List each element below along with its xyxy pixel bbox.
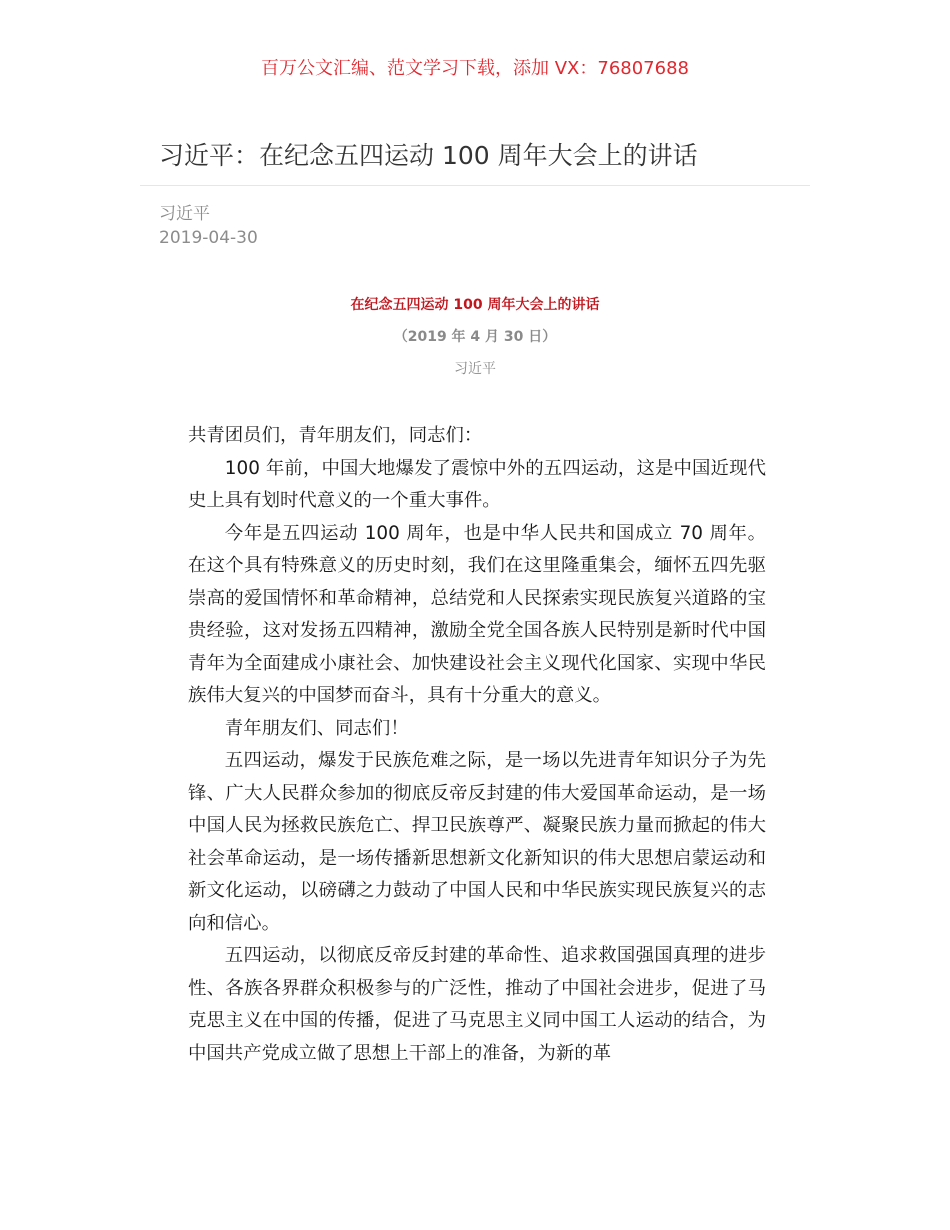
promo-banner: 百万公文汇编、范文学习下载，添加 VX：76807688 xyxy=(261,58,689,79)
speech-body xyxy=(188,420,766,1070)
speech-heading: 在纪念五四运动 100 周年大会上的讲话 xyxy=(350,297,600,313)
speech-paragraph: 100 年前，中国大地爆发了震惊中外的五四运动，这是中国近现代史上具有划时代意义的一个重大事件。 xyxy=(188,457,766,511)
speech-paragraph: 五四运动，爆发于民族危难之际，是一场以先进青年知识分子为先锋、广大人民群众参加的彻底反帝反封建的伟大爱国革命运动，是一场中国人民为拯救民族危亡、捍卫民族尊严、凝聚民族力量而掀起的伟大社会革命运动，是一场传播新思想新文化新知识的伟大思想启蒙运动和新文化运动，以磅礴之力鼓动了中国人民和中华民族实现民族复兴的志向和信心。 xyxy=(188,750,766,934)
speech-paragraph: 青年朋友们、同志们！ xyxy=(224,717,409,739)
speech-date: （2019 年 4 月 30 日） xyxy=(393,329,557,345)
speech-paragraph: 今年是五四运动 100 周年，也是中华人民共和国成立 70 周年。在这个具有特殊意义的历史时刻，我们在这里隆重集会，缅怀五四先驱崇高的爱国情怀和革命精神，总结党和人民探索实现民族复兴道路的宝贵经验，这对发扬五四精神，激励全党全国各族人民特别是新时代中国青年为全面建成小康社会、加快建设社会主义现代化国家、实现中华民族伟大复兴的中国梦而奋斗，具有十分重大的意义。 xyxy=(188,522,766,706)
article-author: 习近平 xyxy=(159,204,210,224)
article-date: 2019-04-30 xyxy=(159,228,258,248)
speech-speaker: 习近平 xyxy=(454,361,496,377)
title-divider xyxy=(140,185,810,186)
speech-paragraph: 五四运动，以彻底反帝反封建的革命性、追求救国强国真理的进步性、各族各界群众积极参与的广泛性，推动了中国社会进步，促进了马克思主义在中国的传播，促进了马克思主义同中国工人运动的结合，为中国共产党成立做了思想上干部上的准备，为新的革 xyxy=(188,945,766,1064)
speech-salutation: 共青团员们，青年朋友们，同志们： xyxy=(188,425,483,446)
page-title: 习近平：在纪念五四运动 100 周年大会上的讲话 xyxy=(159,141,698,170)
